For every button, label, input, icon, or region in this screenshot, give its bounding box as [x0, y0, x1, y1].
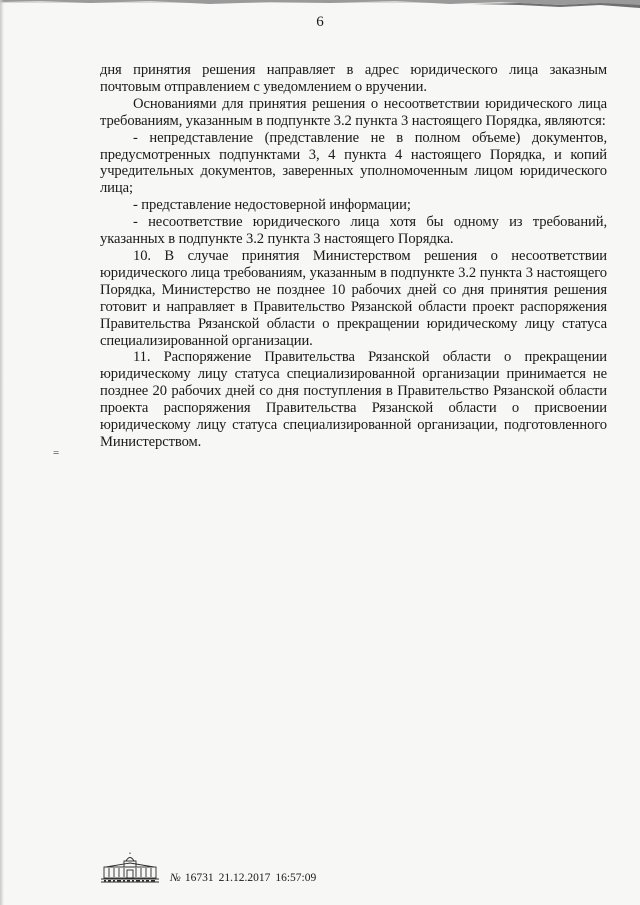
list-item-false-information: - представление недостоверной информации; [133, 197, 411, 214]
reg-number-sign: № [170, 872, 181, 884]
document-body [100, 62, 607, 451]
reg-number: 16731 [184, 872, 214, 884]
page-number: 6 [316, 14, 324, 30]
registration-stamp [170, 871, 316, 885]
government-building-emblem [100, 852, 160, 884]
scan-edge-artifact [0, 0, 640, 9]
paragraph-clause-11: 11. Распоряжение Правительства Рязанской области о прекращении юридическому лицу статуса специализированной организации принимается не позднее 20 рабочих дней со дня поступления в Правительство Рязанской области проекта распоряжения Правительства Рязанской области о присвоении юридическому лицу статуса специализированной организации, подготовленного Министерством. [100, 349, 607, 450]
scan-left-edge [0, 0, 4, 905]
reg-time: 16:57:09 [275, 872, 317, 884]
margin-mark: = [53, 447, 60, 459]
paragraph-clause-10: 10. В случае принятия Министерством решения о несоответствии юридического лица требованиям, указанным в подпункте 3.2 пункта 3 настоящего Порядка, Министерство не позднее 10 рабочих дней со дня принятия решения готовит и направляет в Правительство Рязанской области проект распоряжения Правительства Рязанской области о прекращении юридическому лицу статуса специализированной организации. [100, 247, 607, 349]
reg-date: 21.12.2017 [218, 872, 271, 884]
paragraph-continuation: дня принятия решения направляет в адрес юридического лица заказным почтовым отправлением с уведомлением о вручении. [100, 62, 607, 95]
paragraph-grounds-intro: Основаниями для принятия решения о несоответствии юридического лица требованиям, указанным в подпункте 3.2 пункта 3 настоящего Порядка, являются: [100, 95, 607, 129]
list-item-nonsubmission: - непредставление (представление не в полном объеме) документов, предусмотренных подпунктами 3, 4 пункта 4 настоящего Порядка, и копий учредительных документов, заверенных уполномоченным лицом юридического лица; [100, 129, 607, 197]
list-item-noncompliance: - несоответствие юридического лица хотя бы одному из требований, указанных в подпункте 3.2 пункта 3 настоящего Порядка. [100, 214, 607, 248]
